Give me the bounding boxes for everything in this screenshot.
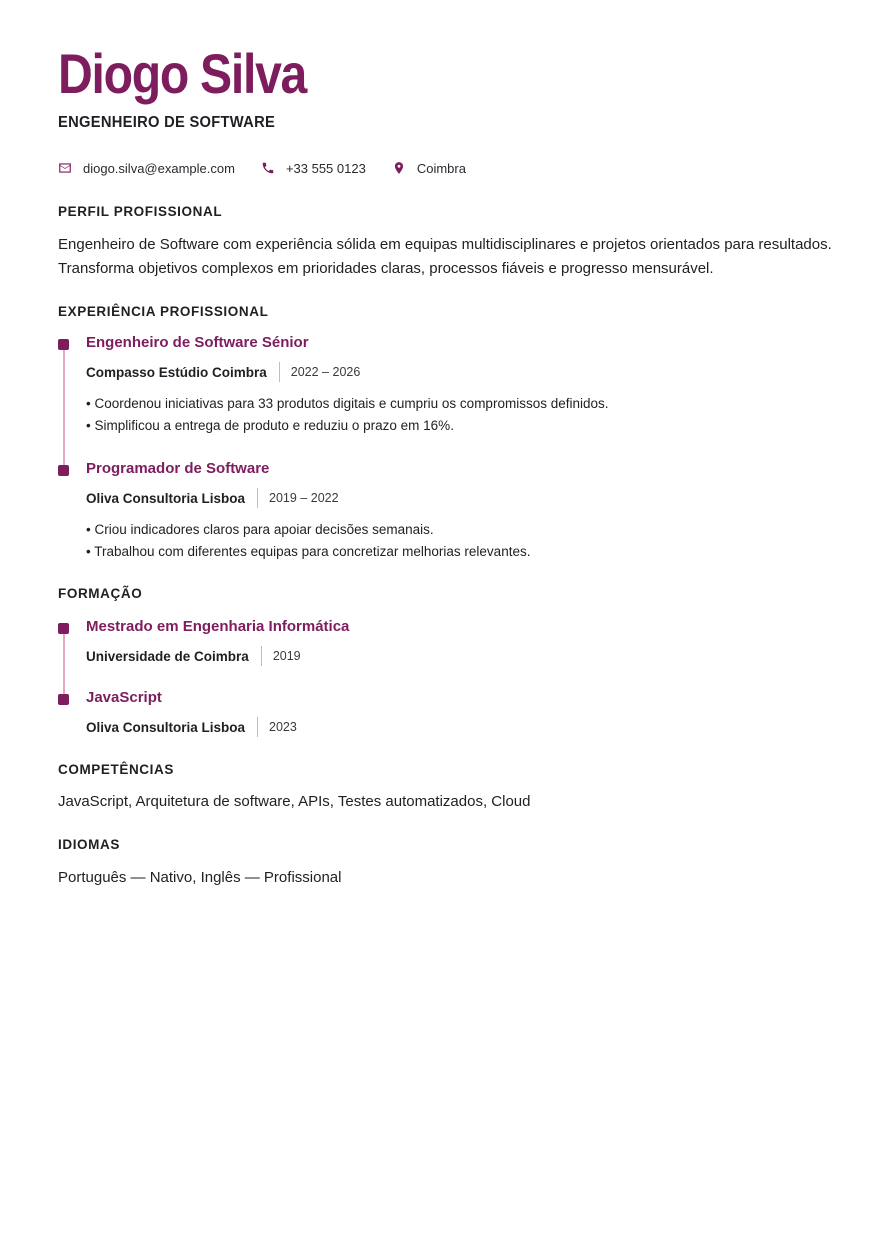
bullet-item: • Coordenou iniciativas para 33 produtos digitais e cumpriu os compromissos definidos. (86, 396, 609, 411)
meta-divider (257, 488, 258, 508)
profile-line: Transforma objetivos complexos em prioridades claras, processos fiáveis e progresso mensurável. (58, 260, 714, 277)
mail-icon (58, 161, 72, 175)
entry-dates: 2019 – 2022 (269, 491, 339, 505)
entry-organization: Universidade de Coimbra (86, 648, 249, 664)
entry-meta (86, 488, 339, 508)
entry-organization: Compasso Estúdio Coimbra (86, 364, 267, 380)
timeline-marker (58, 623, 69, 634)
location-text: Coimbra (416, 160, 466, 176)
contact-phone[interactable] (261, 161, 366, 176)
bullet-item: • Simplificou a entrega de produto e reduziu o prazo em 16%. (86, 418, 454, 433)
section-heading-experience: EXPERIÊNCIA PROFISSIONAL (58, 304, 269, 319)
location-pin-icon (392, 161, 406, 175)
contact-location (392, 161, 466, 176)
candidate-name: Diogo Silva (58, 42, 307, 105)
profile-summary (58, 233, 838, 281)
entry-title: Programador de Software (86, 460, 270, 477)
timeline-marker (58, 465, 69, 476)
entry-dates: 2019 (272, 649, 301, 663)
job-title: ENGENHEIRO DE SOFTWARE (58, 114, 276, 131)
entry-organization: Oliva Consultoria Lisboa (86, 490, 246, 506)
section-heading-skills: COMPETÊNCIAS (58, 762, 174, 777)
timeline-marker (58, 694, 69, 705)
entry-meta (86, 362, 360, 382)
entry-meta (86, 717, 297, 737)
skills-list: JavaScript, Arquitetura de software, APIs, Testes automatizados, Cloud (58, 793, 531, 810)
entry-title: JavaScript (86, 689, 162, 706)
timeline-line (63, 627, 65, 698)
entry-dates: 2022 – 2026 (290, 365, 361, 379)
contact-email[interactable] (58, 161, 235, 176)
entry-dates: 2023 (269, 720, 297, 734)
meta-divider (261, 646, 262, 666)
phone-icon (261, 161, 275, 175)
phone-text: +33 555 0123 (285, 160, 366, 176)
entry-title: Engenheiro de Software Sénior (86, 334, 309, 351)
meta-divider (279, 362, 280, 382)
meta-divider (257, 717, 258, 737)
bullet-item: • Criou indicadores claros para apoiar decisões semanais. (86, 522, 434, 537)
email-text: diogo.silva@example.com (83, 160, 235, 176)
entry-bullets (86, 519, 530, 563)
bullet-item: • Trabalhou com diferentes equipas para concretizar melhorias relevantes. (86, 544, 531, 559)
entry-meta (86, 646, 301, 666)
entry-bullets (86, 393, 609, 437)
section-heading-profile: PERFIL PROFISSIONAL (58, 204, 223, 219)
profile-line: Engenheiro de Software com experiência sólida em equipas multidisciplinares e projetos orientados para resultados. (58, 236, 832, 253)
timeline-marker (58, 339, 69, 350)
timeline-line (63, 343, 65, 470)
entry-title: Mestrado em Engenharia Informática (86, 618, 350, 635)
contact-bar (58, 159, 492, 177)
section-heading-education: FORMAÇÃO (58, 586, 143, 601)
section-heading-languages: IDIOMAS (58, 837, 120, 852)
entry-organization: Oliva Consultoria Lisboa (86, 719, 246, 735)
languages-list: Português — Nativo, Inglês — Profissional (58, 869, 342, 886)
